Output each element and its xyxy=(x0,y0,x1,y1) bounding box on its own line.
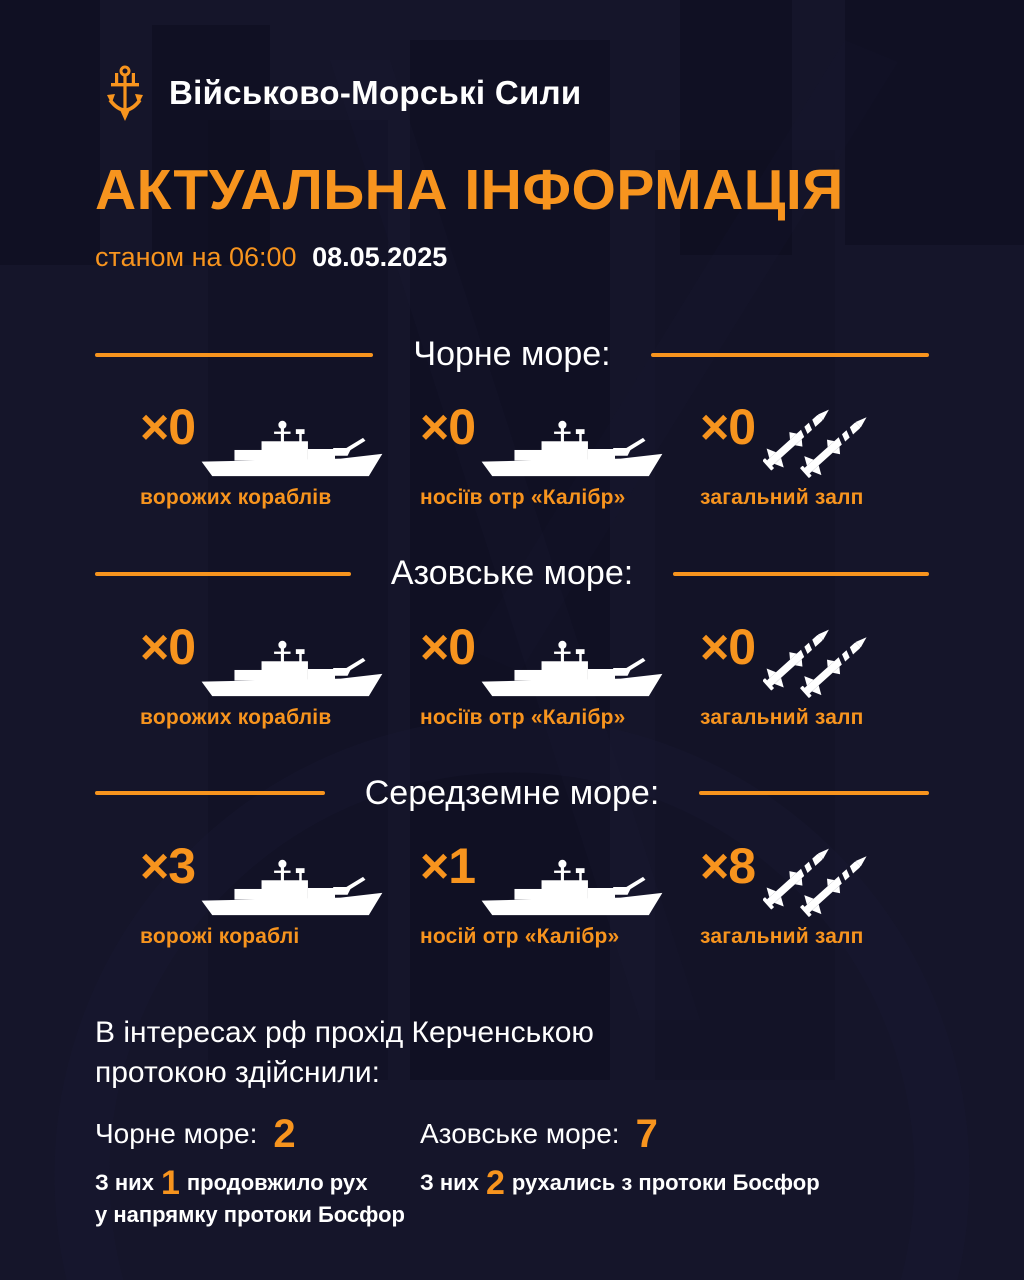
missiles-icon xyxy=(763,398,891,484)
note-prefix: З них xyxy=(95,1169,154,1195)
divider-line xyxy=(699,791,929,795)
warship-icon xyxy=(199,420,384,478)
stat-enemy-ships xyxy=(140,399,420,510)
stat-count: ×0 xyxy=(140,399,196,456)
warship-icon xyxy=(199,640,384,698)
sea-total: 7 xyxy=(635,1111,658,1156)
note-number: 2 xyxy=(485,1163,505,1202)
section-title: Азовське море: xyxy=(390,554,634,593)
stat-kalibr-carriers xyxy=(420,399,700,510)
stat-label: ворожих кораблів xyxy=(140,486,332,510)
stat-label: носіїв отр «Калібр» xyxy=(420,705,626,729)
note-text: рухались з протоки Босфор xyxy=(511,1169,820,1195)
kerch-black-sea-column xyxy=(95,1111,420,1231)
divider-line xyxy=(95,353,373,357)
note-number: 1 xyxy=(160,1163,180,1202)
page-title: АКТУАЛЬНА ІНФОРМАЦІЯ xyxy=(95,158,844,222)
stat-count: ×0 xyxy=(700,399,756,456)
warship-icon xyxy=(199,859,384,917)
section-title: Чорне море: xyxy=(413,335,611,374)
section-header xyxy=(95,554,929,593)
divider-line xyxy=(651,353,929,357)
sea-total: 2 xyxy=(273,1111,296,1156)
stat-count: ×0 xyxy=(700,618,756,675)
stat-kalibr-carriers xyxy=(420,837,700,949)
section-title: Середземне море: xyxy=(364,773,660,812)
stat-count: ×0 xyxy=(140,618,196,675)
stat-label: загальний залп xyxy=(700,924,864,948)
stat-enemy-ships xyxy=(140,618,420,730)
warship-icon xyxy=(479,859,664,917)
stat-enemy-ships xyxy=(140,837,420,949)
section-mediterranean-sea xyxy=(95,774,929,949)
stat-total-salvo xyxy=(700,837,929,949)
stats-row xyxy=(140,618,929,730)
stat-label: ворожі кораблі xyxy=(140,924,300,948)
stat-label: ворожих кораблів xyxy=(140,705,332,729)
kerch-strait-block xyxy=(95,1013,929,1231)
missiles-icon xyxy=(763,618,891,704)
section-header xyxy=(95,335,929,374)
missiles-icon xyxy=(763,837,891,923)
stat-total-salvo xyxy=(700,399,929,510)
stats-row xyxy=(140,399,929,510)
section-black-sea xyxy=(95,335,929,510)
divider-line xyxy=(95,572,351,576)
stats-row xyxy=(140,837,929,949)
stat-label: загальний залп xyxy=(700,486,864,510)
note-text: продовжило рух xyxy=(186,1169,368,1195)
brand-title: Військово-Морські Сили xyxy=(169,74,582,111)
section-azov-sea xyxy=(95,554,929,729)
kerch-intro-text: В інтересах рф прохід Керченською протокою здійснили: xyxy=(95,1015,594,1090)
header xyxy=(105,0,929,122)
warship-icon xyxy=(479,640,664,698)
note-text-line2: у напрямку протоки Босфор xyxy=(95,1201,405,1227)
stat-count: ×0 xyxy=(420,399,476,456)
stat-label: носій отр «Калібр» xyxy=(420,924,620,948)
stat-count: ×3 xyxy=(140,837,196,894)
sea-note xyxy=(95,1163,420,1231)
divider-line xyxy=(95,791,325,795)
as-of-time: станом на 06:00 xyxy=(95,242,297,272)
stat-label: загальний залп xyxy=(700,705,864,729)
as-of-date: 08.05.2025 xyxy=(312,242,448,272)
stat-total-salvo xyxy=(700,618,929,730)
stat-count: ×1 xyxy=(420,837,476,894)
sea-note xyxy=(420,1163,820,1202)
stat-count: ×0 xyxy=(420,618,476,675)
stat-count: ×8 xyxy=(700,837,756,894)
kerch-azov-sea-column xyxy=(420,1111,820,1231)
divider-line xyxy=(673,572,929,576)
stat-label: носіїв отр «Калібр» xyxy=(420,486,626,510)
section-header xyxy=(95,774,929,813)
sea-name: Чорне море: xyxy=(95,1117,258,1149)
note-prefix: З них xyxy=(420,1169,479,1195)
sea-name: Азовське море: xyxy=(420,1117,620,1149)
warship-icon xyxy=(479,420,664,478)
stat-kalibr-carriers xyxy=(420,618,700,730)
as-of-line xyxy=(95,241,929,273)
anchor-trident-icon xyxy=(105,64,145,122)
